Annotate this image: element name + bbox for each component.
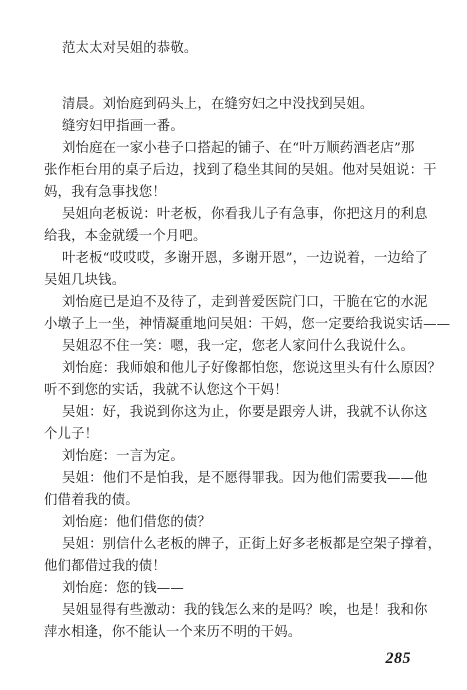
text-line: 刘怡庭：您的钱——	[62, 581, 184, 596]
text-line: 吴姐：他们不是怕我，是不愿得罪我。因为他们需要我——他	[62, 471, 428, 486]
text-line: 吴姐：好，我说到你这为止，你要是跟旁人讲，我就不认你这	[62, 405, 428, 420]
text-line: 小墩子上一坐，神情凝重地问吴姐：干妈，您一定要给我说实话——	[44, 317, 451, 332]
text-line: 妈，我有急事找您！	[44, 185, 166, 200]
text-line: 萍水相逢，你不能认一个来历不明的干妈。	[44, 625, 302, 640]
text-line: 吴姐：别信什么老板的牌子，正街上好多老板都是空架子撑着，	[62, 537, 442, 552]
text-line: 们借着我的债。	[44, 493, 139, 508]
text-line: 吴姐向老板说：叶老板，你看我儿子有急事，你把这月的利息	[62, 207, 428, 222]
text-line: 叶老板“哎哎哎，多谢开恩，多谢开恩”，一边说着，一边给了	[62, 251, 429, 266]
text-line: 刘怡庭在一家小巷子口搭起的铺子、在“叶万顺药酒老店”那	[62, 141, 415, 156]
text-line: 刘怡庭：一言为定。	[62, 449, 184, 464]
text-line: 范太太对吴姐的恭敬。	[62, 41, 198, 56]
text-line: 刘怡庭：他们借您的债？	[62, 515, 211, 530]
text-line: 刘怡庭：我师娘和他儿子好像都怕您，您说这里头有什么原因？	[62, 361, 442, 376]
text-line: 吴姐显得有些激动：我的钱怎么来的是吗？唉，也是！我和你	[62, 603, 428, 618]
text-line: 刘怡庭已是迫不及待了，走到普爱医院门口，干脆在它的水泥	[62, 295, 428, 310]
text-line: 他们都借过我的债！	[44, 559, 166, 574]
page-number: 285	[385, 650, 411, 667]
text-line: 听不到您的实话，我就不认您这个干妈！	[44, 383, 288, 398]
text-line: 清晨。刘怡庭到码头上，在缝穷妇之中没找到吴姐。	[62, 97, 374, 112]
text-line: 张作柜台用的桌子后边，找到了稳坐其间的吴姐。他对吴姐说：干	[44, 163, 437, 178]
text-line: 给我，本金就缓一个月吧。	[44, 229, 207, 244]
text-line: 吴姐忍不住一笑：嗯，我一定，您老人家问什么我说什么。	[62, 339, 415, 354]
text-line: 缝穷妇甲指画一番。	[62, 119, 184, 134]
text-line: 吴姐几块钱。	[44, 273, 126, 288]
text-line: 个儿子！	[44, 427, 99, 442]
